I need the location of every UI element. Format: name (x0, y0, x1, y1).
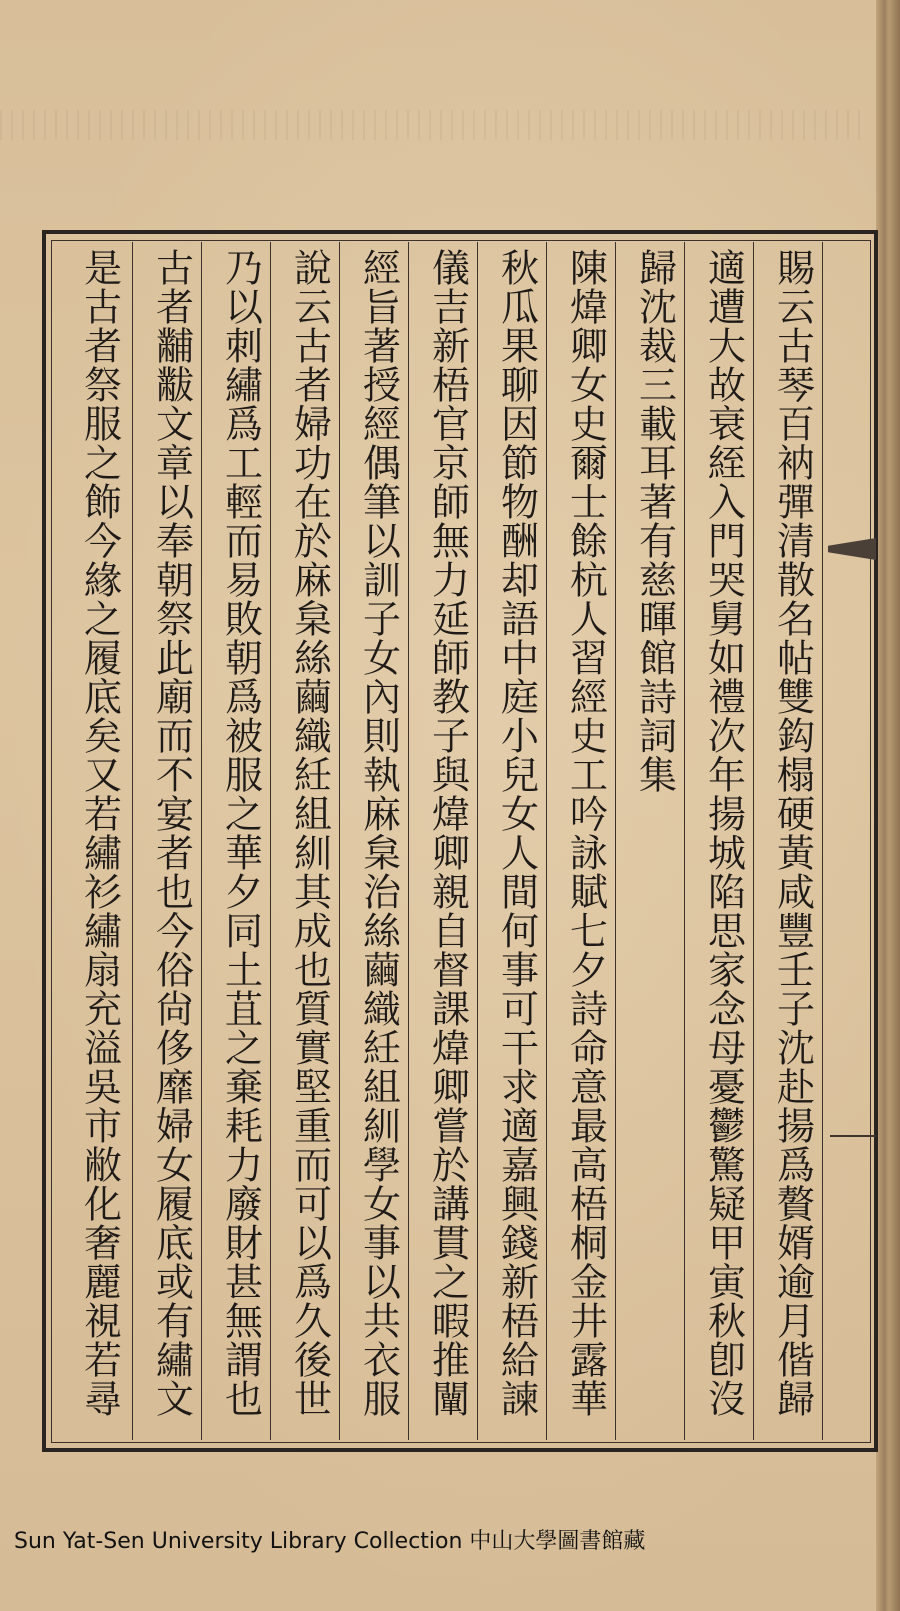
column-text: 歸沈裁三載耳著有慈暉館詩詞集 (632, 248, 677, 794)
column-text: 乃以刺繡爲工輕而易敗朝爲被服之華夕同土苴之棄耗力廢財甚無謂也 (218, 248, 263, 1418)
column-rule (132, 242, 133, 1440)
column-text: 經旨著授經偶筆以訓子女內則執麻枲治絲繭織紝組紃學女事以共衣服 (356, 248, 401, 1418)
column-text: 陳煒卿女史爾士餘杭人習經史工吟詠賦七夕詩命意最高梧桐金井露華 (563, 248, 608, 1418)
text-column-3 (623, 248, 685, 1438)
text-column-8 (278, 248, 340, 1438)
collection-credit: Sun Yat-Sen University Library Collection 中山大學圖書館藏 (14, 1529, 646, 1554)
column-text: 秋瓜果聊因節物酬却語中庭小兒女人間何事可干求適嘉興錢新梧給諫 (494, 248, 539, 1418)
column-text: 賜云古琴百衲彈清散名帖雙鈎榻硬黃咸豐壬子沈赴揚爲贅婿逾月偕歸 (770, 248, 815, 1418)
text-column-4 (554, 248, 616, 1438)
book-spine-edge (876, 0, 900, 1611)
text-column-6 (416, 248, 478, 1438)
column-text: 是古者祭服之飾今緣之履底矣又若繡衫繡扇充溢吳市敝化奢麗視若尋 (77, 248, 122, 1418)
text-column-10 (140, 248, 202, 1438)
column-text: 儀吉新梧官京師無力延師教子與煒卿親自督課煒卿嘗於講貫之暇推闡 (425, 248, 470, 1418)
text-column-11 (68, 248, 130, 1438)
text-column-5 (485, 248, 547, 1438)
margin-line (830, 1135, 876, 1137)
text-column-7 (347, 248, 409, 1438)
text-column-1 (761, 248, 823, 1438)
paper-specks (0, 110, 860, 140)
column-text: 適遭大故衰絰入門哭舅如禮次年揚城陷思家念母憂鬱驚疑甲寅秋卽沒 (701, 248, 746, 1418)
column-text: 說云古者婦功在於麻枲絲繭織紝組紃其成也質實堅重而可以爲久後世 (287, 248, 332, 1418)
text-column-2 (692, 248, 754, 1438)
text-column-9 (209, 248, 271, 1438)
column-text: 古者黼黻文章以奉朝祭此廟而不宴者也今俗尙侈靡婦女履底或有繡文 (149, 248, 194, 1418)
